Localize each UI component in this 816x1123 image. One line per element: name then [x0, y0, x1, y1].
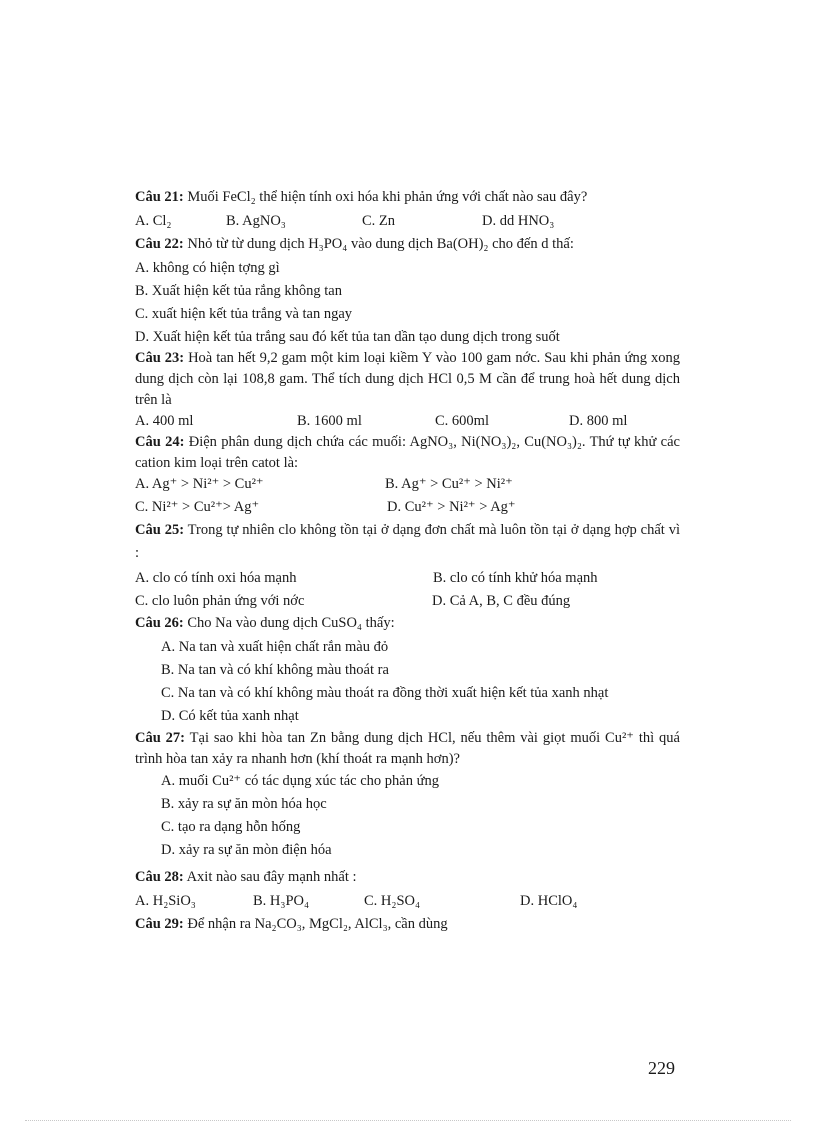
option-b: B. Ag⁺ > Cu²⁺ > Ni²⁺ [385, 476, 513, 492]
question-26 [135, 612, 680, 635]
option-b: B. xảy ra sự ăn mòn hóa học [161, 796, 327, 812]
question-label: Câu 27: [135, 730, 186, 746]
option-b: B. Xuất hiện kết tủa rắng không tan [135, 283, 342, 299]
question-text: Muối FeCl₂ thể hiện tính oxi hóa khi phản ứng với chất nào sau đây? [183, 189, 588, 205]
question-27 [135, 728, 680, 770]
question-label: Câu 25: [135, 522, 185, 538]
question-text: Hoà tan hết 9,2 gam một kim loại kiềm Y vào 100 gam nớc. Sau khi phản ứng xong dung dịch còn lại 108,8 gam. Thể tích dung dịch HCl 0,5 M cần để trung hoà hết dung dịch trên là [135, 350, 680, 408]
question-label: Câu 23: [135, 350, 185, 366]
option-c: C. Ni²⁺ > Cu²⁺> Ag⁺ [135, 499, 260, 515]
question-25 [135, 519, 680, 565]
question-23 [135, 348, 680, 411]
option-d: D. Có kết tủa xanh nhạt [161, 708, 299, 724]
question-text: Trong tự nhiên clo không tồn tại ở dạng đơn chất mà luôn tồn tại ở dạng hợp chất vì : [135, 522, 680, 561]
question-text: Axit nào sau đây mạnh nhất : [183, 869, 357, 885]
option-d: D. Xuất hiện kết tủa trắng sau đó kết tủa tan dần tạo dung dịch trong suốt [135, 329, 560, 345]
option-b: B. AgNO₃ [226, 213, 286, 229]
question-label: Câu 21: [135, 189, 184, 205]
option-c: C. Na tan và có khí không màu thoát ra đồng thời xuất hiện kết tủa xanh nhạt [161, 685, 609, 701]
option-a: A. Cl₂ [135, 213, 172, 229]
option-b: B. H₃PO₄ [253, 893, 310, 909]
question-22 [135, 233, 680, 256]
option-a: A. H₂SiO₃ [135, 893, 196, 909]
option-d: D. 800 ml [569, 413, 628, 429]
question-29 [135, 913, 680, 936]
question-text: Nhỏ từ từ dung dịch H₃PO₄ vào dung dịch Ba(OH)₂ cho đến d thấ: [183, 236, 574, 252]
option-d: D. xảy ra sự ăn mòn điện hóa [161, 842, 332, 858]
page-bottom-divider [25, 1120, 791, 1121]
question-label: Câu 29: [135, 916, 184, 932]
question-28 [135, 866, 680, 889]
option-d: D. Cả A, B, C đều đúng [432, 593, 571, 609]
question-text: Cho Na vào dung dịch CuSO₄ thấy: [183, 615, 395, 631]
option-c: C. clo luôn phản ứng với nớc [135, 593, 305, 609]
option-c: C. Zn [362, 213, 396, 229]
question-label: Câu 28: [135, 869, 184, 885]
option-d: D. dd HNO₃ [482, 213, 555, 229]
page-number: 229 [648, 1058, 675, 1078]
option-a: A. không có hiện tợng gì [135, 260, 280, 276]
option-c: C. xuất hiện kết tủa trắng và tan ngay [135, 306, 353, 322]
option-a: A. Ag⁺ > Ni²⁺ > Cu²⁺ [135, 476, 264, 492]
option-c: C. 600ml [435, 413, 489, 429]
option-b: B. 1600 ml [297, 413, 362, 429]
option-a: A. 400 ml [135, 413, 194, 429]
question-21 [135, 186, 680, 209]
option-a: A. muối Cu²⁺ có tác dụng xúc tác cho phản ứng [161, 773, 439, 789]
question-text: Để nhận ra Na₂CO₃, MgCl₂, AlCl₃, cần dùng [183, 916, 448, 932]
question-label: Câu 24: [135, 434, 185, 450]
option-a: A. Na tan và xuất hiện chất rắn màu đỏ [161, 639, 389, 655]
question-text: Tại sao khi hòa tan Zn bằng dung dịch HCl, nếu thêm vài giọt muối Cu²⁺ thì quá trình hòa tan xảy ra nhanh hơn (khí thoát ra mạnh hơn)? [135, 730, 680, 767]
question-text: Điện phân dung dịch chứa các muối: AgNO₃, Ni(NO₃)₂, Cu(NO₃)₂. Thứ tự khử các cation kim loại trên catot là: [135, 434, 680, 471]
option-b: B. clo có tính khử hóa mạnh [433, 570, 598, 586]
option-c: C. H₂SO₄ [364, 893, 421, 909]
option-d: D. HClO₄ [520, 893, 578, 909]
option-a: A. clo có tính oxi hóa mạnh [135, 570, 297, 586]
question-label: Câu 22: [135, 236, 184, 252]
question-label: Câu 26: [135, 615, 184, 631]
option-c: C. tạo ra dạng hỗn hống [161, 819, 301, 835]
option-b: B. Na tan và có khí không màu thoát ra [161, 662, 389, 678]
question-24 [135, 432, 680, 474]
option-d: D. Cu²⁺ > Ni²⁺ > Ag⁺ [387, 499, 516, 515]
